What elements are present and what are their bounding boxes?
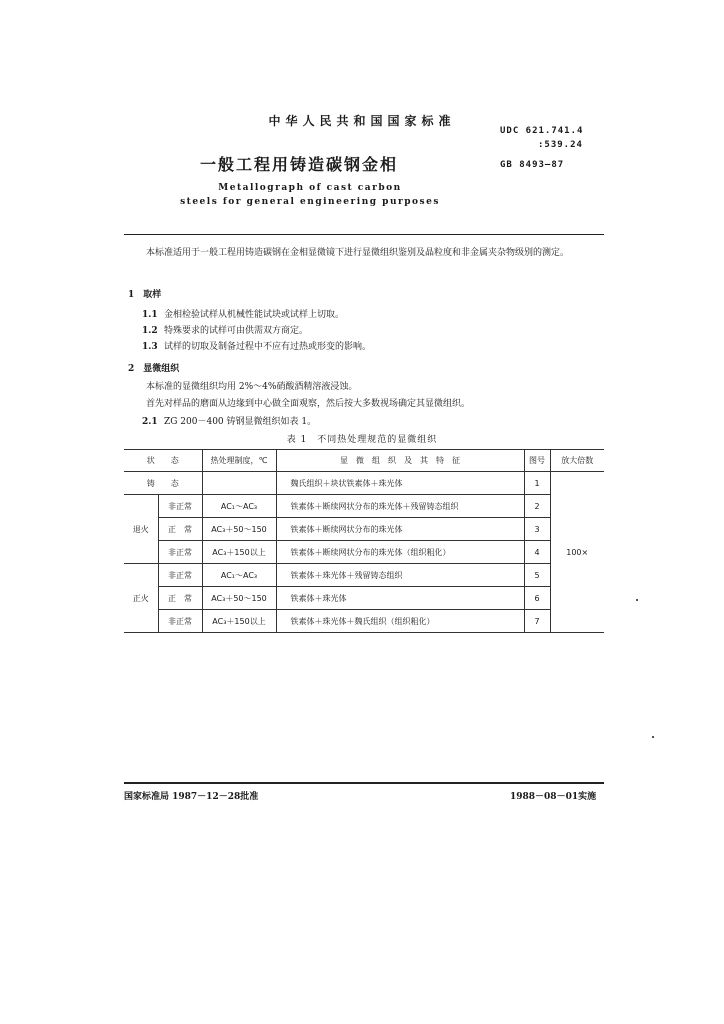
- item-text: ZG 200－400 铸钢显微组织如表 1。: [164, 417, 317, 427]
- item-1-2: [142, 323, 308, 336]
- table-caption: 表 1 不同热处理规范的显微组织: [286, 435, 438, 445]
- item-text: 试样的切取及制备过程中不应有过热或形变的影响。: [164, 342, 372, 352]
- org-title: 中华人民共和国国家标准: [268, 114, 456, 128]
- item-text: 特殊要求的试样可由供需双方商定。: [164, 326, 309, 336]
- header-heat-treatment: 热处理制度，℃: [202, 450, 276, 472]
- heat-treatment-cell: [202, 472, 276, 495]
- section-2-para-1: [128, 379, 604, 395]
- heat-treatment-cell: AC₃＋50～150: [202, 587, 276, 610]
- heat-treatment-cell: AC₁～AC₃: [202, 495, 276, 518]
- figure-number-cell: 5: [524, 564, 550, 587]
- figure-number-cell: 6: [524, 587, 550, 610]
- udc-code-suffix: :539.24: [538, 140, 583, 150]
- condition-cell: 非正常: [158, 564, 202, 587]
- structure-cell: 铁素体＋珠光体＋魏氏组织（组织粗化）: [276, 610, 524, 633]
- header-structure: 显 微 组 织 及 其 特 征: [276, 450, 524, 472]
- table-row: [124, 541, 604, 564]
- item-number: 1.1: [142, 310, 158, 320]
- section-2-heading: 2 显微组织: [128, 364, 180, 374]
- magnification-cell: 100×: [550, 472, 604, 633]
- table-row: [124, 518, 604, 541]
- heat-treatment-cell: AC₁～AC₃: [202, 564, 276, 587]
- item-1-3: [142, 339, 371, 352]
- header-magnification: 放大倍数: [550, 450, 604, 472]
- condition-cell: 非正常: [158, 610, 202, 633]
- normalizing-label: 正火: [124, 564, 158, 633]
- table-row: [124, 472, 604, 495]
- structure-cell: 铁素体＋断续网状分布的珠光体: [276, 518, 524, 541]
- section-1-heading: 1 取样: [128, 290, 162, 300]
- scan-speck: [636, 599, 638, 601]
- heat-treatment-cell: AC₃＋150以上: [202, 610, 276, 633]
- effective-date: 1988－08－01实施: [510, 792, 597, 802]
- header-state: 状 态: [124, 450, 202, 472]
- footer-rule: [124, 782, 604, 784]
- item-2-1: [142, 414, 316, 427]
- scan-speck: [652, 736, 654, 738]
- header-rule: [124, 234, 604, 235]
- condition-cell: 正 常: [158, 518, 202, 541]
- cast-state-label: 铸 态: [124, 472, 202, 495]
- figure-number-cell: 7: [524, 610, 550, 633]
- condition-cell: 非正常: [158, 495, 202, 518]
- document-title: 一般工程用铸造碳钢金相: [200, 155, 399, 174]
- heat-treatment-cell: AC₃＋150以上: [202, 541, 276, 564]
- table-row: [124, 495, 604, 518]
- item-number: 2.1: [142, 417, 158, 427]
- intro-text: 本标准适用于一般工程用铸造碳钢在金相显微镜下进行显微组织鉴别及晶粒度和非金属夹杂物级别的测定。: [146, 248, 570, 258]
- table-row: [124, 587, 604, 610]
- table-header-row: [124, 450, 604, 472]
- condition-cell: 非正常: [158, 541, 202, 564]
- structure-cell: 铁素体＋断续网状分布的珠光体＋残留铸态组织: [276, 495, 524, 518]
- structure-cell: 铁素体＋珠光体＋残留铸态组织: [276, 564, 524, 587]
- condition-cell: 正 常: [158, 587, 202, 610]
- structure-cell: 铁素体＋断续网状分布的珠光体（组织粗化）: [276, 541, 524, 564]
- item-1-1: [142, 307, 344, 320]
- structure-cell: 铁素体＋珠光体: [276, 587, 524, 610]
- structure-cell: 魏氏组织＋块状铁素体＋珠光体: [276, 472, 524, 495]
- heat-treatment-cell: AC₃＋50～150: [202, 518, 276, 541]
- para-text: 首先对样品的磨面从边缘到中心做全面观察，然后按大多数视场确定其显微组织。: [146, 399, 471, 409]
- udc-code: UDC 621.741.4: [500, 126, 584, 136]
- header-figure-number: 图号: [524, 450, 550, 472]
- figure-number-cell: 1: [524, 472, 550, 495]
- item-number: 1.2: [142, 326, 158, 336]
- annealing-label: 退火: [124, 495, 158, 564]
- para-text: 本标准的显微组织均用 2%～4%硝酸酒精溶液浸蚀。: [146, 382, 358, 392]
- item-text: 金相检验试样从机械性能试块或试样上切取。: [164, 310, 345, 320]
- microstructure-table: [124, 449, 604, 633]
- approval-date: 国家标准局 1987－12－28批准: [124, 792, 259, 802]
- gb-number: GB 8493—87: [500, 160, 565, 170]
- english-title-line-1: Metallograph of cast carbon: [218, 183, 402, 193]
- table-row: [124, 610, 604, 633]
- figure-number-cell: 3: [524, 518, 550, 541]
- english-title-line-2: steels for general engineering purposes: [180, 197, 440, 207]
- table-row: [124, 564, 604, 587]
- section-2-para-2: [128, 396, 604, 412]
- item-number: 1.3: [142, 342, 158, 352]
- figure-number-cell: 4: [524, 541, 550, 564]
- intro-paragraph: [128, 245, 604, 261]
- figure-number-cell: 2: [524, 495, 550, 518]
